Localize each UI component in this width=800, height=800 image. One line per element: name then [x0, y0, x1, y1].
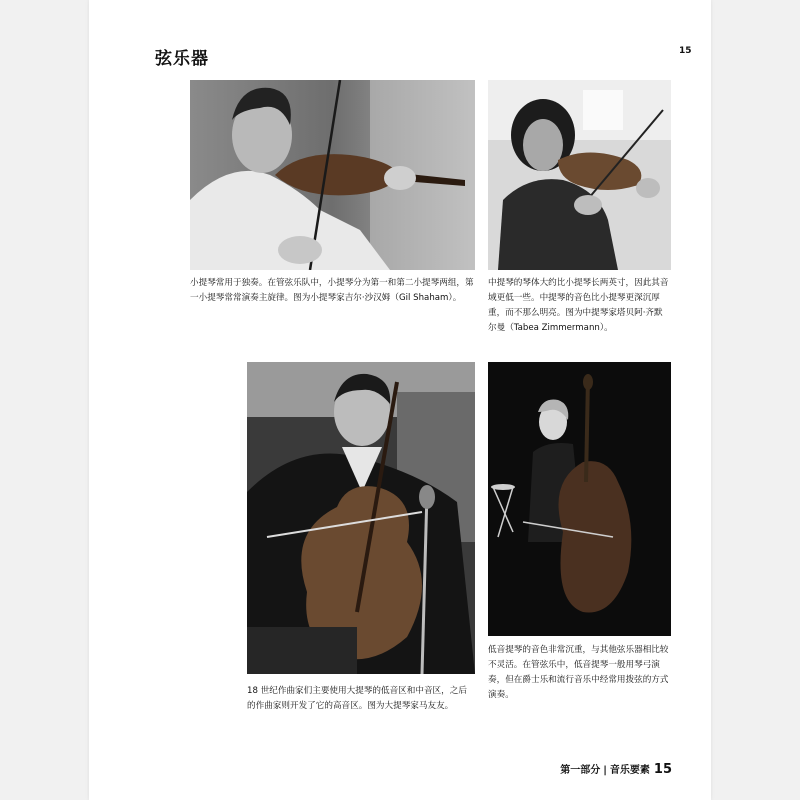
section-title: 弦乐器: [155, 49, 209, 69]
double-bass-caption: 低音提琴的音色非常沉重，与其他弦乐器相比较不灵活。在管弦乐中，低音提琴一般用琴弓演奏，但在爵士乐和流行音乐中经常用拨弦的方式演奏。: [488, 645, 669, 700]
cello-caption: 18 世纪作曲家们主要使用大提琴的低音区和中音区，之后的作曲家则开发了它的高音区。图为大提琴家马友友。: [247, 686, 467, 711]
double-bass-photo: [488, 362, 671, 636]
footer-part: 第一部分: [560, 765, 601, 776]
page-footer: [560, 761, 672, 777]
viola-photo: [488, 80, 671, 270]
footer-chapter: 音乐要素: [609, 765, 650, 776]
cello-photo: [247, 362, 475, 674]
violin-photo: [190, 80, 475, 270]
page-number-top: 15: [679, 46, 692, 56]
viola-caption: 中提琴的琴体大约比小提琴长两英寸，因此其音域更低一些。中提琴的音色比小提琴更深沉厚重，而不那么明亮。图为中提琴家塔贝阿·齐默尔曼（Tabea Zimmermann）。: [488, 278, 669, 333]
violin-caption: 小提琴常用于独奏。在管弦乐队中，小提琴分为第一和第二小提琴两组，第一小提琴常常演奏主旋律。图为小提琴家吉尔·沙汉姆（Gil Shaham）。: [190, 278, 474, 303]
footer-separator: |: [603, 765, 607, 776]
footer-page-number: 15: [653, 762, 672, 777]
